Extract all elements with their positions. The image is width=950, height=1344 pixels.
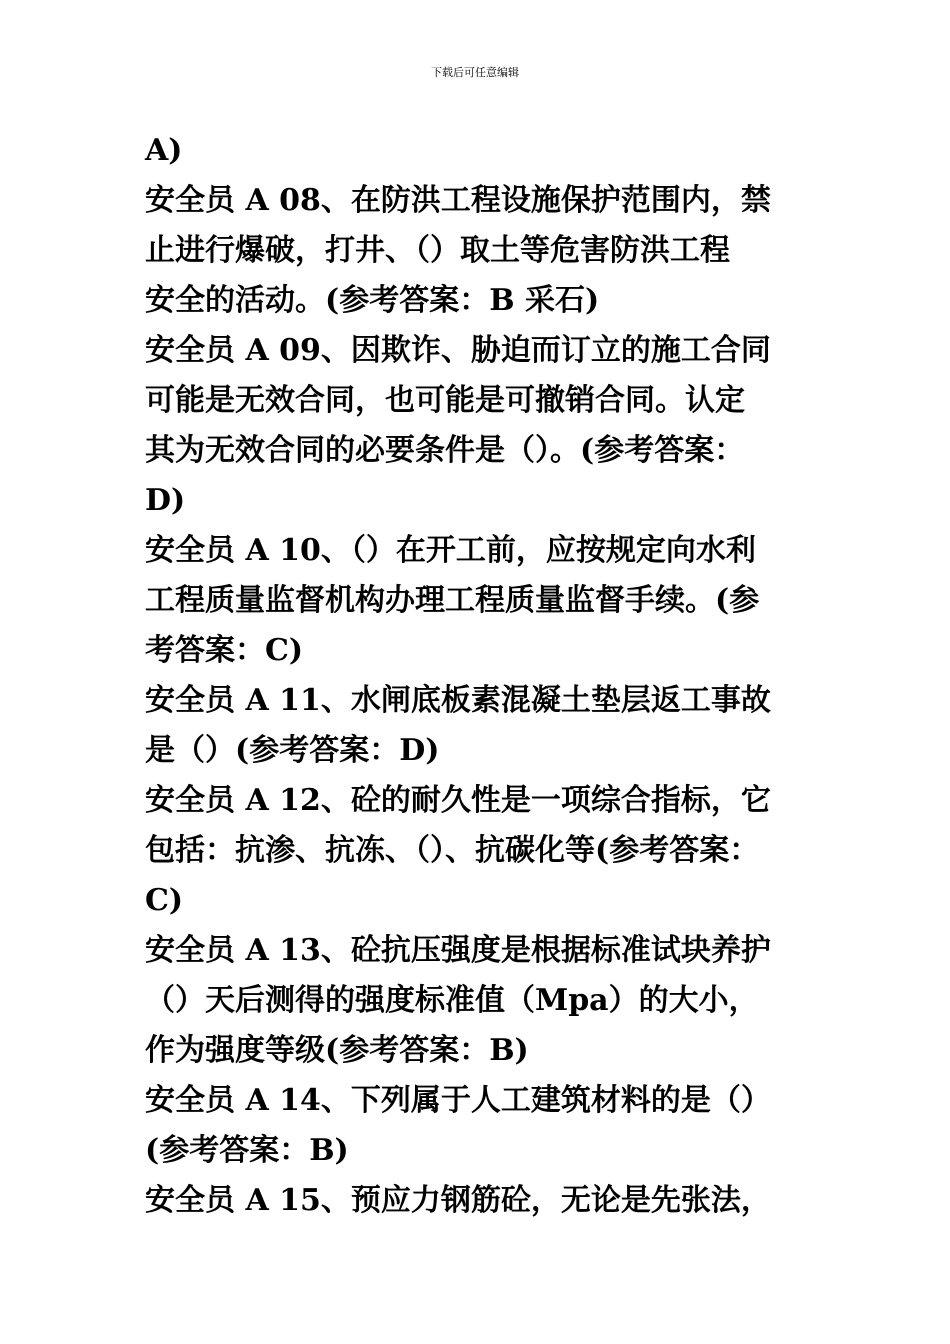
- text-line: 安全员 A 15、预应力钢筋砼，无论是先张法，: [145, 1183, 771, 1218]
- text-line: 安全员 A 09、因欺诈、胁迫而订立的施工合同: [145, 333, 771, 368]
- text-line: D): [145, 483, 186, 518]
- text-line: (参考答案：B): [145, 1133, 349, 1168]
- text-line: 安全员 A 08、在防洪工程设施保护范围内，禁: [145, 183, 771, 218]
- text-line: 止进行爆破，打井、（）取土等危害防洪工程: [145, 233, 730, 268]
- text-line: 是（）(参考答案：D): [145, 733, 440, 768]
- text-line: A): [145, 133, 183, 168]
- page-header: 下载后可任意编辑: [431, 66, 519, 79]
- text-line: 考答案：C): [145, 633, 304, 668]
- text-line: （）天后测得的强度标准值（Mpa）的大小，: [145, 983, 759, 1018]
- text-line: 可能是无效合同，也可能是可撤销合同。认定: [145, 383, 745, 418]
- text-line: 安全员 A 11、水闸底板素混凝土垫层返工事故: [145, 683, 771, 718]
- text-line: 安全员 A 10、（）在开工前，应按规定向水利: [145, 533, 756, 568]
- text-line: 安全员 A 14、下列属于人工建筑材料的是（）: [145, 1083, 771, 1118]
- text-line: C): [145, 883, 184, 918]
- text-line: 安全员 A 12、砼的耐久性是一项综合指标，它: [145, 783, 771, 818]
- document-body: [145, 126, 815, 1226]
- text-line: 安全员 A 13、砼抗压强度是根据标准试块养护: [145, 933, 771, 968]
- text-line: 其为无效合同的必要条件是（）。(参考答案：: [145, 433, 745, 468]
- text-line: 工程质量监督机构办理工程质量监督手续。(参: [145, 583, 760, 618]
- text-line: 作为强度等级(参考答案：B): [145, 1033, 529, 1068]
- text-line: 包括：抗渗、抗冻、（）、抗碳化等(参考答案：: [145, 833, 760, 868]
- text-line: 安全的活动。(参考答案：B 采石): [145, 283, 600, 318]
